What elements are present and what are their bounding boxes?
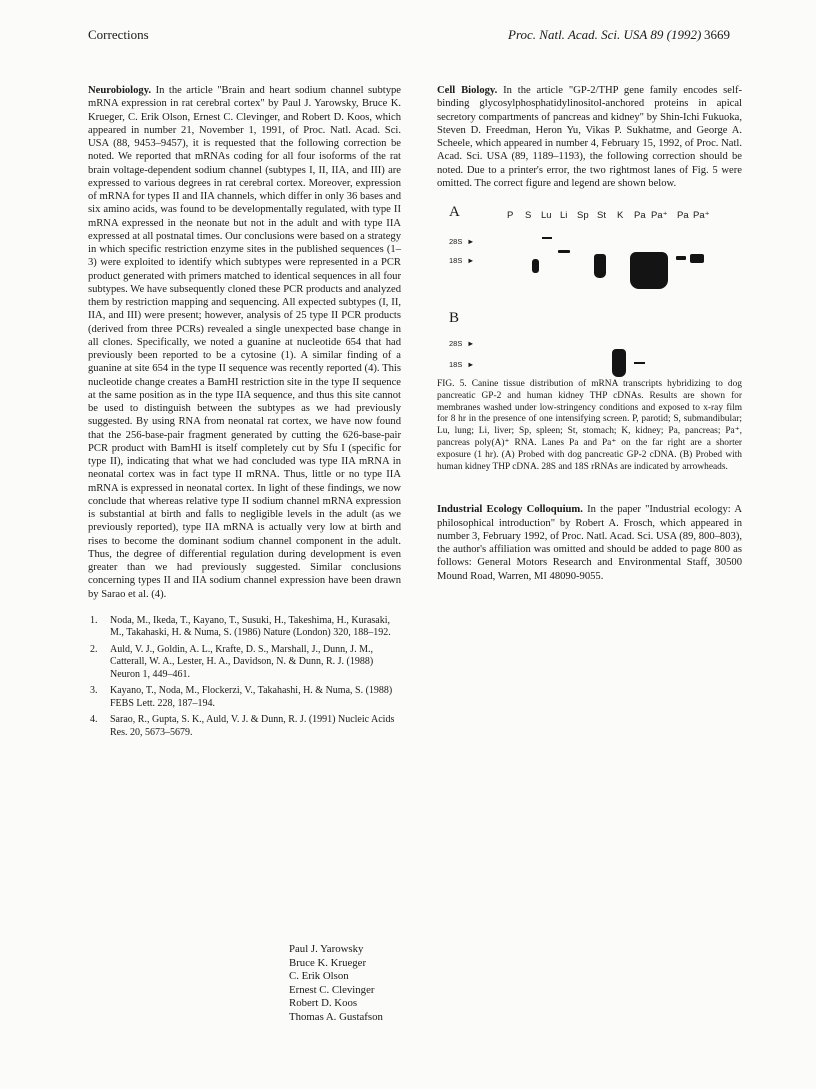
page-number: 3669 [704, 27, 730, 42]
lane-label: Lu [541, 210, 552, 221]
reference-item: 4. Sarao, R., Gupta, S. K., Auld, V. J. & Dunn, R. J. (1991) Nucleic Acids Res. 20, 5673–5679. [90, 714, 395, 738]
lane-label: Pa [634, 210, 646, 221]
author-name: Bruce K. Krueger [289, 956, 367, 969]
figure-caption: FIG. 5. Canine tissue distribution of mRNA transcripts hybridizing to dog pancreatic GP-2 and human kidney THP cDNAs. Results are shown for membranes washed under low-stringency conditions and exposed to x-ray film for 8 hr in the presence of one intensifying screen. P, parotid; S, submandibular; Lu, lung; Li, liver; Sp, spleen; St, stomach; K, kidney; Pa, pancreas; Pa⁺, pancreas poly(A)⁺ RNA. Lanes Pa and Pa⁺ on the far right are a shorter exposure (1 hr). (A) Probed with dog pancreatic GP-2 cDNA. (B) Probed with human kidney THP cDNA. 28S and 18S rRNAs are indicated by arrowheads. [437, 379, 742, 472]
blot-band [690, 254, 704, 263]
section-title: Corrections [88, 27, 149, 42]
blot-band [676, 256, 686, 260]
lane-label: Pa⁺ [651, 210, 668, 221]
panel-b-label: B [449, 310, 460, 326]
arrowhead-icon: ► [467, 360, 475, 369]
reference-item: 1. Noda, M., Ikeda, T., Kayano, T., Susuki, H., Takeshima, H., Kurasaki, M., Takahaski, H. & Numa, S. (1986) Nature (London) 320, 188–192. [90, 614, 391, 639]
reference-list [88, 615, 401, 740]
marker-28s-b: 28S [449, 339, 463, 348]
author-name: Paul J. Yarowsky [289, 943, 364, 955]
author-name: Robert D. Koos [289, 997, 358, 1010]
industrial-ecology-heading: Industrial Ecology Colloquium. [437, 504, 583, 516]
neurobiology-heading: Neurobiology. [88, 85, 152, 96]
lane-label: P [507, 210, 514, 221]
reference-item: 3. Kayano, T., Noda, M., Flockerzi, V., Takahashi, H. & Numa, S. (1988) FEBS Lett. 228, 187–194. [90, 685, 393, 709]
lane-label: S [525, 210, 532, 221]
lane-label: Sp [577, 210, 589, 221]
blot-band [532, 259, 539, 273]
blot-band [612, 349, 626, 377]
arrowhead-icon: ► [467, 256, 475, 265]
marker-18s-b: 18S [449, 360, 463, 369]
blot-band [594, 254, 606, 278]
lane-label: Pa⁺ [693, 210, 710, 221]
neurobiology-correction [88, 84, 401, 601]
blot-band [558, 250, 570, 253]
northern-blot-figure [437, 204, 742, 379]
author-name: Thomas A. Gustafson [289, 1010, 383, 1023]
journal-citation: Proc. Natl. Acad. Sci. USA 89 (1992) [508, 27, 702, 42]
reference-item: 2. Auld, V. J., Goldin, A. L., Krafte, D. S., Marshall, J., Dunn, J. M., Catterall, W. A., Lester, H. A., Davidson, N. & Dunn, R. J. (1988) Neuron 1, 449–461. [90, 643, 374, 680]
author-name: C. Erik Olson [289, 970, 349, 983]
marker-28s-a: 28S [449, 237, 463, 246]
page-header [88, 27, 730, 47]
cell-biology-body: In the article "GP-2/THP gene family encodes self-binding glycosylphosphatidylinositol-anchored proteins in apical secretory compartments of pancreas and kidney" by Shin-Ichi Fukuoka, Steven D. Freedman, Heron Yu, Vikas P. Sukhatme, and George A. Scheele, which appeared in number 4, February 15, 1992, of Proc. Natl. Acad. Sci. USA (89, 1189–1193), the following correction should be noted. Due to a printer's error, the two rightmost lanes of Fig. 5 were omitted. The correct figure and legend are shown below. [437, 85, 743, 189]
lane-label: St [597, 210, 606, 221]
blot-band [634, 362, 645, 364]
author-name: Ernest C. Clevinger [289, 983, 375, 996]
blot-band [630, 252, 668, 289]
industrial-ecology-correction [437, 503, 742, 583]
arrowhead-icon: ► [467, 237, 475, 246]
lane-label: K [617, 210, 624, 221]
arrowhead-icon: ► [467, 339, 475, 348]
lane-label: Li [560, 210, 568, 221]
cell-biology-correction [437, 84, 742, 190]
cell-biology-heading: Cell Biology. [437, 85, 498, 96]
panel-a-label: A [449, 204, 460, 220]
marker-18s-a: 18S [449, 256, 463, 265]
lane-label: Pa [677, 210, 689, 221]
neurobiology-body: In the article "Brain and heart sodium channel subtype mRNA expression in rat cerebral cortex" by Paul J. Yarowsky, Bruce K. Krueger, C. Erik Olson, Ernest C. Clevinger, and Robert D. Koos, which appeared in number 21, November 1, 1991, of Proc. Natl. Acad. Sci. USA (88, 9453–9457), it is requested that the following correction be noted. We reported that mRNAs coding for all four isoforms of the rat brain voltage-dependent sodium channel (subtypes I, II, IIA, and III) are expressed to various degrees in rat cerebral cortex. Moreover, expression of mRNA for types II and IIA channels, which differ in only 36 bases and six amino acids, was found to be developmentally regulated, with type II mRNA expressed in the neonate but not in the adult and with type IIA expressed at all postnatal times. Our conclusions were based on a strategy in which specific restriction enzyme sites in the published sequences (1–3) were exploited to identify which subtypes were represented in a PCR product generated with primers matched to identical sequences in all four subtypes. We have subsequently cloned these PCR products and analyzed them by restriction mapping and sequencing. All expected subtypes (I, II, IIA, and III) were present; however, analysis of 25 type II PCR products (derived from three PCRs) revealed a single unexpected base change in all clones. Specifically, we noted a guanine at nucleotide 654 that had previously been reported to be a cytosine (1). A similar finding of a guanine at site 654 in the type II sequence was recently reported (4). This nucleotide change creates a BamHI restriction site in the type II sequence at the same position as in the type IIA sequence, and thus this site cannot be used to distinguish between the subtypes as we had previously suggested. By using RNA from neonatal rat cortex, we have now found that the 256-base-pair fragment generated by cutting the 626-base-pair PCR product with BamHI is itself completely cut by Sfu I (specific for type II), indicating that what we had concluded was type IIA mRNA in neonatal cortex was in fact type II mRNA. Thus, little or no type IIA mRNA is expressed in neonatal cortex. In light of these findings, we now conclude that whereas relative type II sodium channel mRNA expression is substantial at birth and falls to negligible levels in the adult (as we previously reported), type IIA mRNA is actually very low at birth and rises to become the dominant sodium channel component in the adult. Thus, the degree of differential regulation during development is even greater than we had previously suggested. Similar conclusions concerning types II and IIA sodium channel expression have been drawn by Sarao et al. (4). [88, 85, 402, 600]
industrial-ecology-body: In the paper "Industrial ecology: A philosophical introduction" by Robert A. Frosch, which appeared in number 3, February 1992, of Proc. Natl. Acad. Sci. USA (89, 800–803), the author's affiliation was omitted and should be added to page 800 as follows: General Motors Research and Environmental Staff, 30500 Mound Road, Warren, MI 48090-9055. [437, 504, 742, 582]
left-column [88, 84, 401, 743]
right-column [437, 84, 742, 583]
author-signature-block [289, 943, 383, 1025]
blot-band [542, 237, 552, 239]
